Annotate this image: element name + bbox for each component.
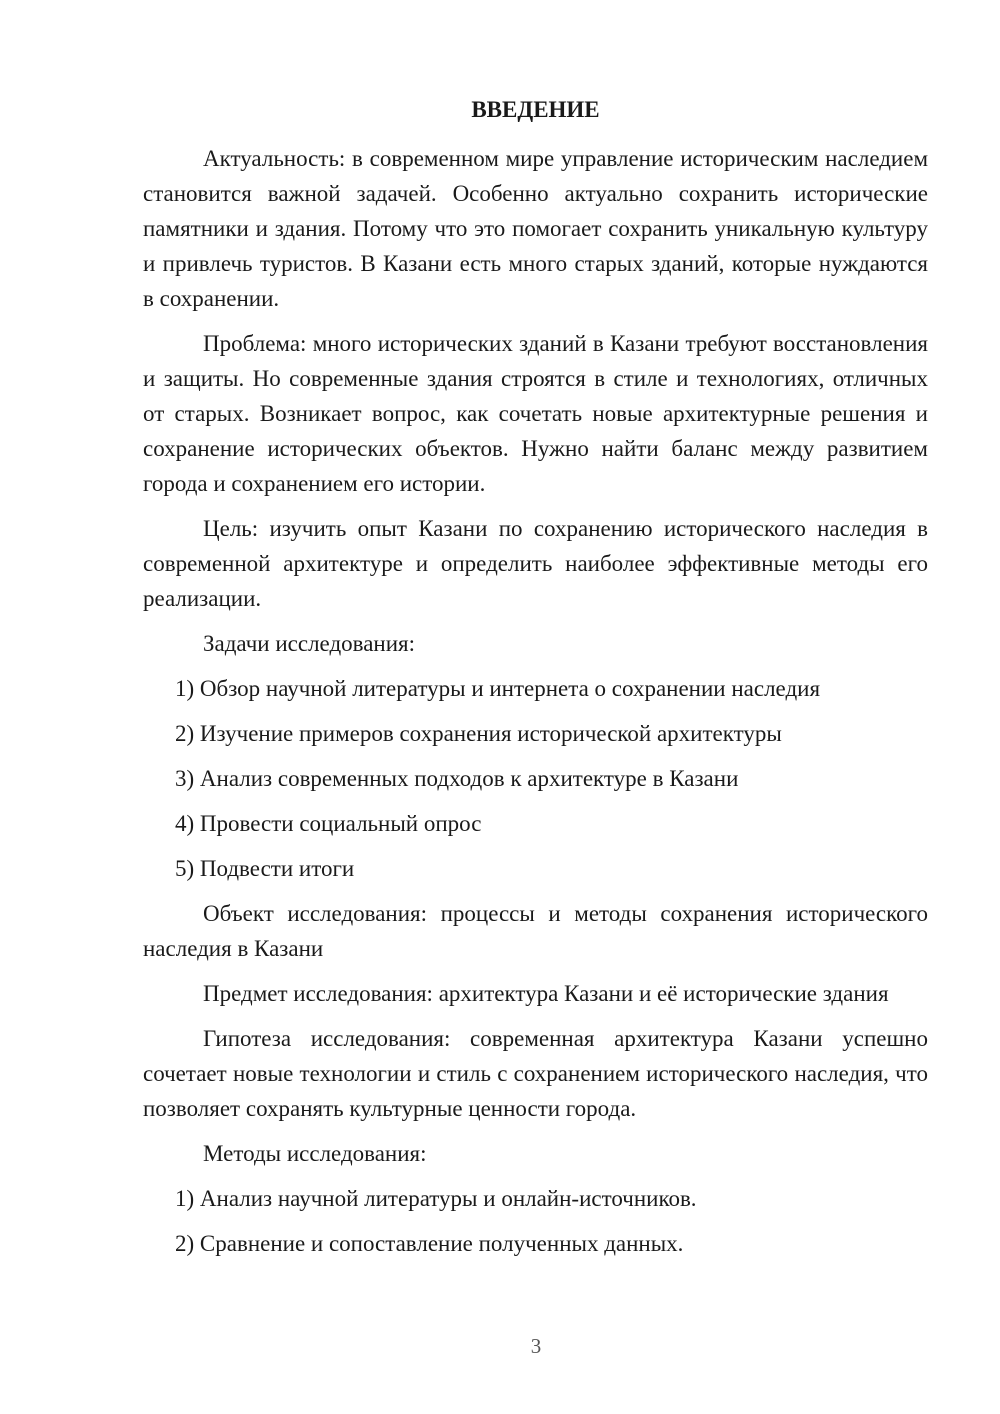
section-heading: ВВЕДЕНИЕ — [471, 97, 600, 122]
relevance-paragraph: Актуальность: в современном мире управление историческим наследием становится важной задачей. Особенно актуально сохранить исторические памятники и здания. Потому что это помогает сохранить уникальную культуру и привлечь туристов. В Казани есть много старых зданий, которые нуждаются в сохранении. — [143, 146, 928, 311]
tasks-heading: Задачи исследования: — [203, 631, 416, 656]
problem-paragraph: Проблема: много исторических зданий в Казани требуют восстановления и защиты. Но современные здания строятся в стиле и технологиях, отличных от старых. Возникает вопрос, как сочетать новые архитектурные решения и сохранение исторических объектов. Нужно найти баланс между развитием города и сохранением его истории. — [143, 331, 928, 496]
task-item: 4) Провести социальный опрос — [175, 811, 482, 836]
task-item: 3) Анализ современных подходов к архитектуре в Казани — [175, 766, 739, 791]
object-paragraph: Объект исследования: процессы и методы сохранения исторического наследия в Казани — [143, 901, 928, 961]
task-item: 2) Изучение примеров сохранения исторической архитектуры — [175, 721, 782, 746]
page-number: 3 — [530, 1334, 542, 1358]
subject-paragraph: Предмет исследования: архитектура Казани и её исторические здания — [203, 981, 889, 1006]
methods-list — [143, 1181, 928, 1261]
task-item: 1) Обзор научной литературы и интернета о сохранении наследия — [175, 676, 821, 701]
method-item: 2) Сравнение и сопоставление полученных данных. — [175, 1231, 684, 1256]
methods-heading: Методы исследования: — [203, 1141, 427, 1166]
goal-paragraph: Цель: изучить опыт Казани по сохранению исторического наследия в современной архитектуре и определить наиболее эффективные методы его реализации. — [143, 516, 928, 611]
tasks-list — [143, 671, 928, 886]
document-page — [143, 92, 928, 1271]
hypothesis-paragraph: Гипотеза исследования: современная архитектура Казани успешно сочетает новые технологии и стиль с сохранением исторического наследия, что позволяет сохранять культурные ценности города. — [143, 1026, 928, 1121]
task-item: 5) Подвести итоги — [175, 856, 355, 881]
method-item: 1) Анализ научной литературы и онлайн-источников. — [175, 1186, 697, 1211]
